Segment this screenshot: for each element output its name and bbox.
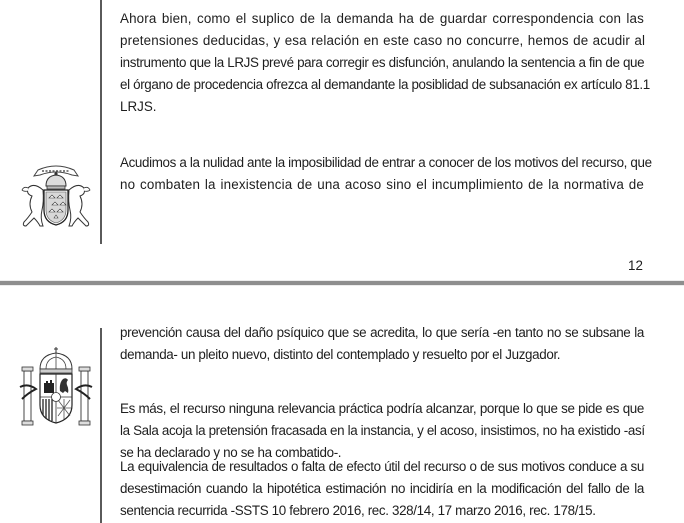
text-line: el órgano de procedencia ofrezca al demandante la posiblidad de subsanación ex artículo 81.1	[120, 77, 650, 92]
text-line: prevención causa del daño psíquico que se acredita, lo que sería -en tanto no se subsane la	[120, 325, 644, 340]
page-number: 12	[628, 258, 643, 273]
text-line: se ha declarado y no se ha combatido-.	[120, 445, 342, 460]
text-line: sentencia recurrida -SSTS 10 febrero 2016, rec. 328/14, 17 marzo 2016, rec. 178/15.	[120, 503, 596, 518]
text-line: LRJS.	[120, 99, 157, 114]
text-line: Es más, el recurso ninguna relevancia práctica podría alcanzar, porque lo que se pide es que	[120, 401, 644, 416]
margin-rule	[100, 328, 102, 523]
spain-coat-of-arms-icon	[16, 345, 96, 427]
text-line: La equivalencia de resultados o falta de efecto útil del recurso o de sus motivos conduce a su	[120, 459, 644, 474]
paragraph-prevencion	[120, 322, 644, 366]
paragraph-nulidad	[120, 152, 652, 196]
paragraph-es-mas	[120, 398, 644, 464]
text-line: Ahora bien, como el suplico de la demanda ha de guardar correspondencia con las	[120, 11, 644, 26]
text-line: Acudimos a la nulidad ante la imposibilidad de entrar a conocer de los motivos del recurso, que	[120, 155, 652, 170]
text-line: demanda- un pleito nuevo, distinto del contemplado y resuelto por el Juzgador.	[120, 347, 561, 362]
text-line: no combaten la inexistencia de una acoso sino el incumplimiento de la normativa de	[120, 177, 644, 192]
paragraph-suplico	[120, 8, 650, 118]
page-break-bar	[0, 281, 684, 285]
margin-rule	[100, 0, 102, 244]
text-line: instrumento que la LRJS prevé para corregir es disfunción, anulando la sentencia a fin de que	[120, 55, 645, 70]
text-line: desestimación cuando la hipotética estimación no incidiría en la modificación del fallo de la	[120, 481, 644, 496]
text-line: la Sala acoja la pretensión fracasada en la instancia, y el acoso, insistimos, no ha existido -así	[120, 423, 645, 438]
paragraph-equivalencia	[120, 456, 644, 522]
text-line: pretensiones deducidas, y esa relación en este caso no concurre, hemos de acudir al	[120, 33, 646, 48]
canary-islands-coat-of-arms-icon	[16, 160, 96, 232]
